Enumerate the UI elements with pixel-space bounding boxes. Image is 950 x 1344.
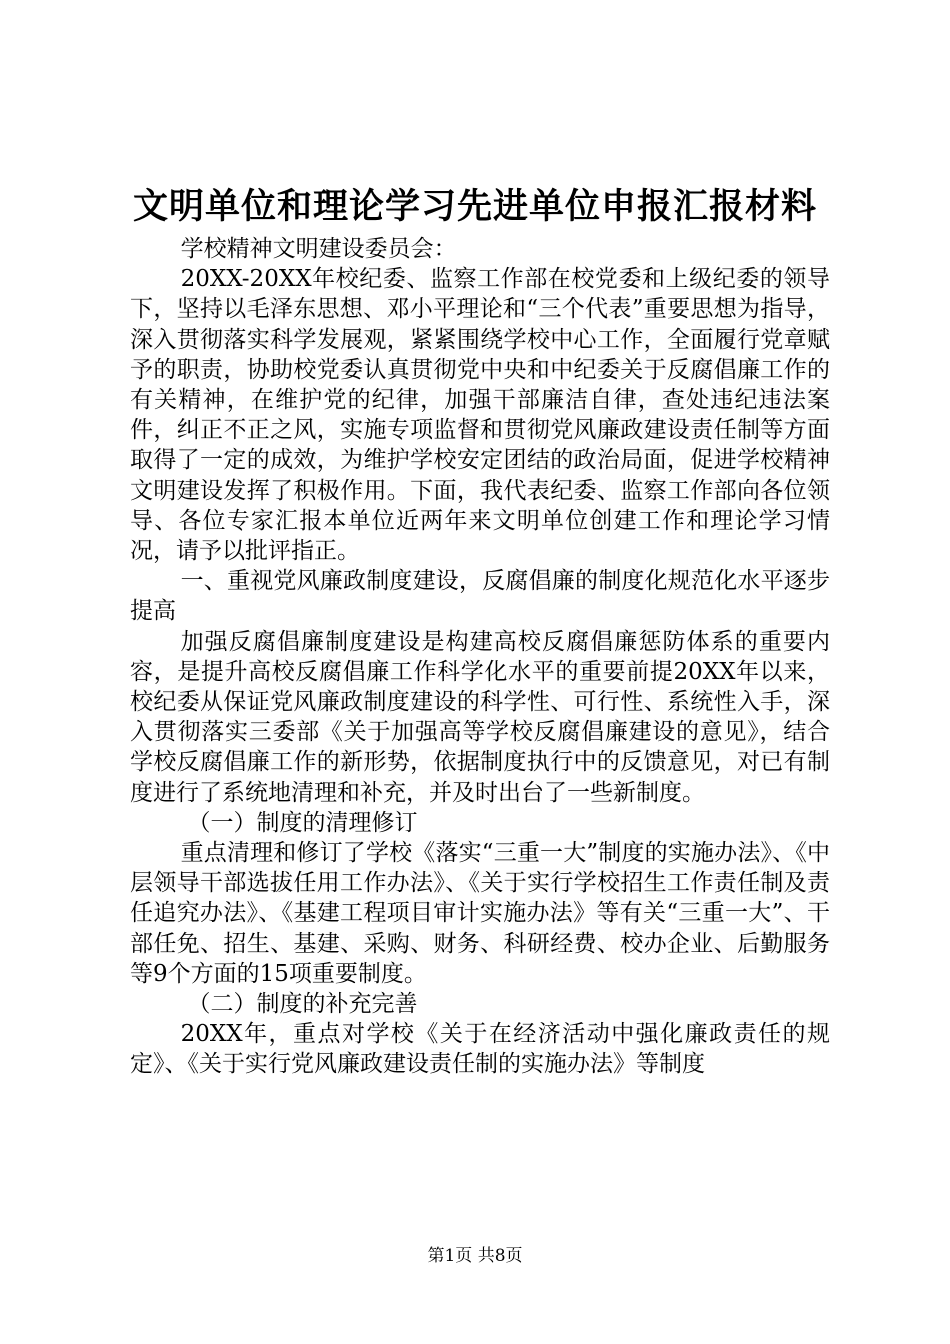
document-body: [130, 234, 830, 1080]
page-footer: 第1页 共8页: [427, 1246, 523, 1266]
subsection-heading: （二）制度的补充完善: [187, 991, 418, 1018]
body-paragraph: 20XX年，重点对学校《关于在经济活动中强化廉政责任的规定》、《关于实行党风廉政建设责任制的实施办法》等制度: [130, 1021, 830, 1078]
body-paragraph: 重点清理和修订了学校《落实“三重一大”制度的实施办法》、《中层领导干部选拔任用工作办法》、《关于实行学校招生工作责任制及责任追究办法》、《基建工程项目审计实施办法》等有关“三重一大”、干部任免、招生、基建、采购、财务、科研经费、校办企业、后勤服务等9个方面的15项重要制度。: [130, 840, 830, 987]
body-paragraph: 加强反腐倡廉制度建设是构建高校反腐倡廉惩防体系的重要内容，是提升高校反腐倡廉工作科学化水平的重要前提20XX年以来，校纪委从保证党风廉政制度建设的科学性、可行性、系统性入手，深入贯彻落实三委部《关于加强高等学校反腐倡廉建设的意见》，结合学校反腐倡廉工作的新形势，依据制度执行中的反馈意见，对已有制度进行了系统地清理和补充，并及时出台了一些新制度。: [130, 628, 830, 806]
document-title: 文明单位和理论学习先进单位申报汇报材料: [132, 186, 817, 227]
section-heading: 一、重视党风廉政制度建设，反腐倡廉的制度化规范化水平逐步提高: [130, 568, 830, 625]
salutation: 学校精神文明建设委员会：: [180, 236, 457, 262]
subsection-heading: （一）制度的清理修订: [187, 809, 418, 836]
body-paragraph: 20XX-20XX年校纪委、监察工作部在校党委和上级纪委的领导下，坚持以毛泽东思想、邓小平理论和“三个代表”重要思想为指导，深入贯彻落实科学发展观，紧紧围绕学校中心工作，全面履行党章赋予的职责，协助校党委认真贯彻党中央和中纪委关于反腐倡廉工作的有关精神，在维护党的纪律，加强干部廉洁自律，查处违纪违法案件，纠正不正之风，实施专项监督和贯彻党风廉政建设责任制等方面取得了一定的成效，为维护学校安定团结的政治局面，促进学校精神文明建设发挥了积极作用。下面，我代表纪委、监察工作部向各位领导、各位专家汇报本单位近两年来文明单位创建工作和理论学习情况，请予以批评指正。: [130, 266, 830, 565]
